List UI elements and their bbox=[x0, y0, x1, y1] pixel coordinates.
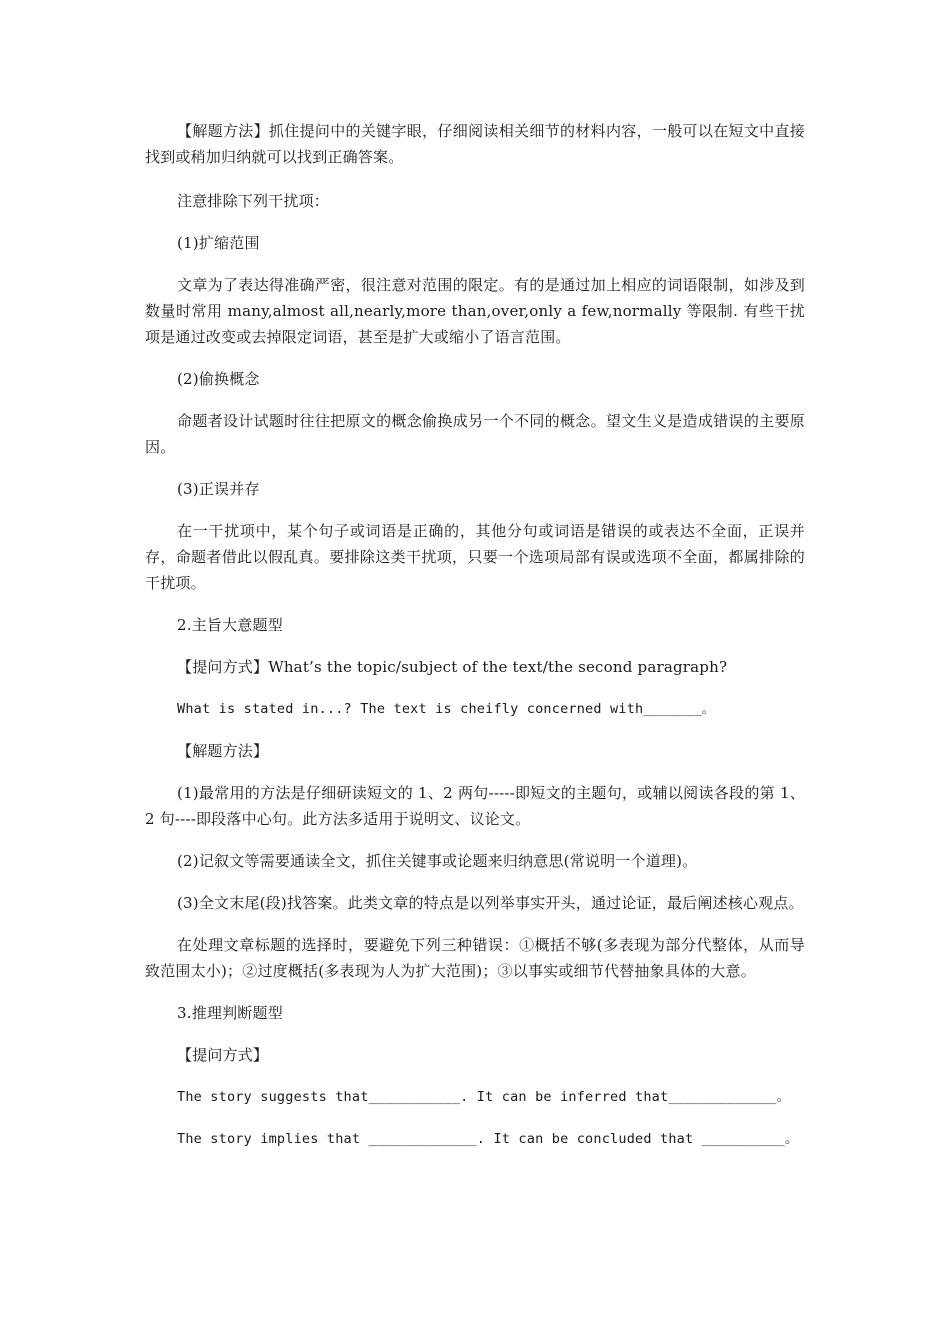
paragraph-method-3: (3)全文末尾(段)找答案。此类文章的特点是以列举事实开头，通过论证，最后阐述核心观点。 bbox=[177, 894, 804, 912]
heading-right-wrong-coexist: (3)正误并存 bbox=[177, 480, 260, 498]
paragraph-method-1: (1)最常用的方法是仔细研读短文的 1、2 两句-----即短文的主题句，或辅以阅读各段的第 1、2 句----即段落中心句。此方法多适用于说明文、议论文。 bbox=[145, 784, 805, 828]
heading-concept-swap: (2)偷换概念 bbox=[177, 370, 260, 388]
paragraph-solution-method: 【解题方法】抓住提问中的关键字眼，仔细阅读相关细节的材料内容，一般可以在短文中直接找到或稍加归纳就可以找到正确答案。 bbox=[145, 122, 805, 166]
paragraph-scope-detail: 文章为了表达得准确严密，很注意对范围的限定。有的是通过加上相应的词语限制，如涉及到数量时常用 many,almost all,nearly,more than,over,only a few,normally 等限制. 有些干扰项是通过改变或去掉限定词语，甚至是扩大或缩小了语言范围。 bbox=[145, 276, 805, 346]
paragraph-right-wrong-detail: 在一干扰项中，某个句子或词语是正确的，其他分句或词语是错误的或表达不全面，正误并存，命题者借此以假乱真。要排除这类干扰项，只要一个选项局部有误或选项不全面，都属排除的干扰项。 bbox=[145, 522, 805, 592]
heading-expand-shrink-scope: (1)扩缩范围 bbox=[177, 234, 260, 252]
paragraph-title-choice-errors: 在处理文章标题的选择时，要避免下列三种错误：①概括不够(多表现为部分代整体，从而导致范围太小)；②过度概括(多表现为人为扩大范围)；③以事实或细节代替抽象具体的大意。 bbox=[145, 936, 805, 980]
paragraph-method-2: (2)记叙文等需要通读全文，抓住关键事或论题来归纳意思(常说明一个道理)。 bbox=[177, 852, 698, 870]
paragraph-inference-example-2: The story implies that _____________. It can be concluded that __________。 bbox=[177, 1131, 799, 1147]
heading-main-idea-type: 2.主旨大意题型 bbox=[177, 616, 283, 634]
heading-inference-type: 3.推理判断题型 bbox=[177, 1004, 283, 1022]
paragraph-question-form-main-idea: 【提问方式】What’s the topic/subject of the text/the second paragraph? bbox=[177, 658, 728, 676]
paragraph-concept-swap-detail: 命题者设计试题时往往把原文的概念偷换成另一个不同的概念。望文生义是造成错误的主要原因。 bbox=[145, 412, 805, 456]
paragraph-question-form-example: What is stated in...? The text is cheifly concerned with_______。 bbox=[177, 701, 716, 717]
document-page bbox=[145, 118, 805, 1152]
paragraph-inference-example-1: The story suggests that___________. It can be inferred that_____________。 bbox=[177, 1089, 791, 1105]
paragraph-exclude-distractors: 注意排除下列干扰项： bbox=[177, 192, 330, 210]
heading-solution-method: 【解题方法】 bbox=[177, 742, 269, 760]
heading-question-form: 【提问方式】 bbox=[177, 1046, 269, 1064]
